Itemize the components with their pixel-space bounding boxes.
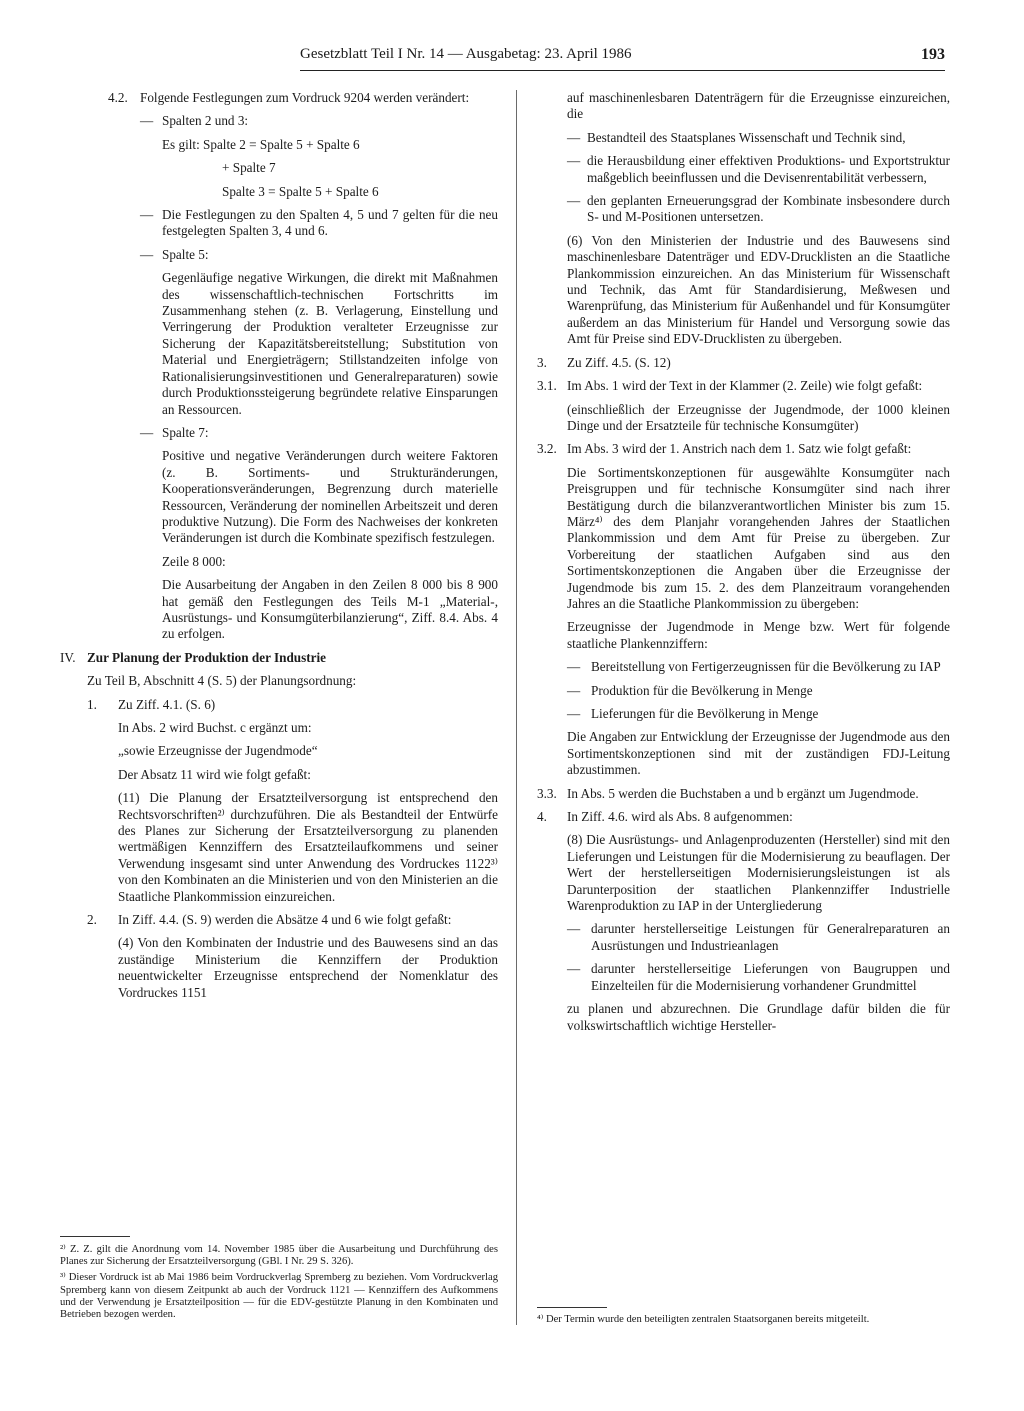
paragraph-text: Lieferungen für die Bevölkerung in Menge — [591, 706, 819, 721]
left-column — [60, 90, 498, 1008]
paragraph-text: auf maschinenlesbaren Datenträgern für die Erzeugnisse einzureichen, die — [567, 90, 950, 122]
page-number: 193 — [921, 46, 945, 63]
numbered-paragraph — [537, 786, 950, 802]
paragraph-number: 3.1. — [537, 378, 557, 394]
footnote — [60, 1244, 498, 1268]
paragraph-text: + Spalte 7 — [222, 160, 276, 176]
paragraph-number: — — [567, 193, 581, 209]
footnote-mark: ²⁾ — [60, 1244, 66, 1255]
paragraph-text: Zu Ziff. 4.1. (S. 6) — [118, 696, 216, 712]
paragraph — [60, 554, 498, 570]
paragraph — [60, 720, 498, 736]
numbered-paragraph — [60, 113, 498, 129]
paragraph — [537, 465, 950, 613]
numbered-paragraph — [537, 809, 950, 825]
column-divider — [516, 90, 517, 1325]
paragraph-number: 3.3. — [537, 785, 557, 801]
paragraph-number: 1. — [87, 696, 97, 712]
numbered-paragraph — [60, 425, 498, 441]
numbered-paragraph — [60, 650, 498, 666]
paragraph-text: Spalten 2 und 3: — [162, 113, 249, 129]
numbered-paragraph — [537, 921, 950, 954]
paragraph-text: Bereitstellung von Fertigerzeugnissen für die Bevölkerung zu IAP — [591, 659, 941, 675]
paragraph-text: Zu Teil B, Abschnitt 4 (S. 5) der Planungsordnung: — [87, 673, 357, 689]
paragraph — [60, 577, 498, 643]
numbered-paragraph — [537, 153, 950, 186]
paragraph-text: Die Angaben zur Entwicklung der Erzeugnisse der Jugendmode aus den Sortimentskonzeptionen sind mit der zuständigen FDJ-Leitung abzustimmen. — [567, 729, 950, 778]
paragraph-text: Zu Ziff. 4.5. (S. 12) — [567, 354, 671, 370]
paragraph-number: — — [567, 961, 581, 977]
paragraph-text: Die Festlegungen zu den Spalten 4, 5 und 7 gelten für die neu festgelegten Spalten 3, 4 und 6. — [162, 207, 498, 239]
paragraph — [537, 619, 950, 652]
paragraph-text: Zeile 8 000: — [162, 553, 226, 569]
paragraph-number: — — [567, 659, 581, 675]
paragraph-text: Positive und negative Veränderungen durch weitere Faktoren (z. B. Sortiments- und Strukturänderungen, Kooperationsveränderungen, Begrenzung durch materielle Ressourcen, Veränderung der nominellen Arbeitszeit und deren produktive Nutzung). Die Form des Nachweises der konkreten Veränderungen ist durch die Kombinate spezifisch festzulegen. — [162, 448, 498, 546]
numbered-paragraph — [60, 697, 498, 713]
numbered-paragraph — [537, 130, 950, 146]
footnote-text: Der Termin wurde den beteiligten zentralen Staatsorganen bereits mitgeteilt. — [545, 1314, 870, 1325]
paragraph-number: — — [140, 113, 154, 129]
paragraph — [60, 673, 498, 689]
paragraph — [537, 832, 950, 914]
paragraph — [537, 90, 950, 123]
numbered-paragraph — [537, 961, 950, 994]
numbered-paragraph — [537, 441, 950, 457]
paragraph-number: 2. — [87, 912, 97, 928]
numbered-paragraph — [537, 193, 950, 226]
paragraph-number: IV. — [60, 649, 76, 665]
paragraph-text: Spalte 3 = Spalte 5 + Spalte 6 — [222, 183, 379, 199]
paragraph-text: (11) Die Planung der Ersatzteilversorgung ist entsprechend den Rechtsvorschriften²⁾ durchzuführen. Die als Bestandteil der Entwürfe des Planes zur Sicherung der Ersatzteilversorgung zu planenden wertmäßigen Kennziffern des Ersatzteilaufkommens und seiner Verwendung insgesamt sind unter Anwendung des Vordruckes 1122³⁾ von den Kombinaten an die Ministerien und von den Ministerien an die Staatliche Plankommission einzureichen. — [118, 790, 498, 904]
right-column — [537, 90, 950, 1041]
paragraph — [60, 137, 498, 153]
paragraph-number: 4.2. — [108, 90, 128, 105]
paragraph-number: — — [140, 246, 154, 262]
numbered-paragraph — [537, 683, 950, 699]
footnote — [537, 1314, 950, 1326]
paragraph — [537, 1001, 950, 1034]
numbered-paragraph — [537, 659, 950, 675]
paragraph-text: Der Absatz 11 wird wie folgt gefaßt: — [118, 766, 311, 782]
numbered-paragraph — [537, 378, 950, 394]
paragraph-text: Bestandteil des Staatsplanes Wissenschaft und Technik sind, — [587, 129, 906, 145]
numbered-paragraph — [60, 247, 498, 263]
paragraph-text: Die Ausarbeitung der Angaben in den Zeilen 8 000 bis 8 900 hat gemäß den Festlegungen des Teils M-1 „Material-, Ausrüstungs- und Konsumgüterbilanzierung“, Ziff. 8.4. Abs. 4 zu erfolgen. — [162, 577, 498, 642]
paragraph-text: Gegenläufige negative Wirkungen, die direkt mit Maßnahmen des wissenschaftlich-technischen Fortschritts im Zusammenhang stehen (z. B. Verlagerung, Einstellung und Verringerung der Produktion veralteter Erzeugnisse zur Sicherung der Kapazitätsbereitstellung; Substitution von Material und Energieträgern; Stillstandzeiten infolge von Rationalisierungsinvestitionen und Generalreparaturen) sowie durch Produktionssteigerung begründete relative Einsparungen an Ressourcen. — [162, 270, 498, 417]
footnote-text: Dieser Vordruck ist ab Mai 1986 beim Vordruckverlag Spremberg zu beziehen. Vom Vordruckverlag Spremberg kann von diesem Zeitpunkt ab auch der Vordruck 1121 — Kennziffern des Aufkommens und der Verwendung je Ersatzteilposition — für die EDV-gestützte Planung in den Kombinaten und Betrieben bezogen werden. — [60, 1272, 498, 1321]
paragraph — [537, 729, 950, 778]
paragraph-number: — — [140, 207, 154, 223]
paragraph-number: — — [567, 921, 581, 937]
footnote-rule-left — [60, 1236, 130, 1237]
paragraph-number: — — [567, 153, 581, 169]
paragraph-text: Erzeugnisse der Jugendmode in Menge bzw. Wert für folgende staatliche Plankennziffern: — [567, 619, 950, 651]
paragraph-number: 4. — [537, 809, 547, 825]
paragraph-text: zu planen und abzurechnen. Die Grundlage dafür bilden die für volkswirtschaftlich wichtige Hersteller- — [567, 1001, 950, 1033]
paragraph — [60, 270, 498, 418]
footnote-text: Z. Z. gilt die Anordnung vom 14. November 1985 über die Ausarbeitung und Durchführung des Planes zur Sicherung der Ersatzteilversorgung (GBl. I Nr. 29 S. 326). — [60, 1244, 498, 1268]
footnote-mark: ⁴⁾ — [537, 1314, 544, 1325]
footnote — [60, 1272, 498, 1321]
paragraph-text: Im Abs. 1 wird der Text in der Klammer (2. Zeile) wie folgt gefaßt: — [567, 378, 923, 394]
page-header — [300, 46, 945, 71]
paragraph-text: darunter herstellerseitige Leistungen für Generalreparaturen an Ausrüstungen und Industrieanlagen — [591, 921, 950, 953]
paragraph-text: Spalte 5: — [162, 246, 209, 262]
paragraph-number: — — [567, 129, 581, 145]
paragraph-text: den geplanten Erneuerungsgrad der Kombinate insbesondere durch S- und M-Positionen untersetzen. — [587, 193, 950, 225]
numbered-paragraph — [60, 912, 498, 928]
paragraph-text: (6) Von den Ministerien der Industrie und des Bauwesens sind maschinenlesbare Datenträger und EDV-Drucklisten an die Staatliche Plankommission einzureichen. An das Ministerium für Wissenschaft und Technik, das Amt für Standardisierung, Meßwesen und Warenprüfung, das Ministerium für Außenhandel und für Konsumgüter außerdem an das Ministerium für Handel und Versorgung sowie das Amt für Preise sind EDV-Drucklisten zu übergeben. — [567, 232, 950, 347]
paragraph-text: (einschließlich der Erzeugnisse der Jugendmode, der 1000 kleinen Dinge und der Ersatzteile für technische Konsumgüter) — [567, 401, 950, 433]
paragraph — [60, 160, 498, 176]
paragraph-number: 3.2. — [537, 441, 557, 457]
numbered-paragraph — [537, 706, 950, 722]
numbered-paragraph — [60, 207, 498, 240]
paragraph-text: In Abs. 2 wird Buchst. c ergänzt um: — [118, 720, 312, 735]
footnote-rule-right — [537, 1307, 607, 1308]
paragraph — [537, 233, 950, 348]
paragraph-text: In Ziff. 4.6. wird als Abs. 8 aufgenommen: — [567, 809, 793, 825]
paragraph-text: In Abs. 5 werden die Buchstaben a und b ergänzt um Jugendmode. — [567, 785, 919, 801]
paragraph-text: Die Sortimentskonzeptionen für ausgewählte Konsumgüter nach Preisgruppen und für technische Konsumgüter sind nach ihrer Bestätigung durch die bilanzverantwortlichen Minister bis zum 15. März⁴⁾ des dem Planjahr vorangehenden Jahres der Staatlichen Plankommission und dem Amt für Preise zu übergeben. Zur Vorbereitung der staatlichen Aufgaben sind aus den Sortimentskonzeptionen die Angaben über die Erzeugnisse der Jugendmode bis zum 15. 2. des dem Planzeitraum vorangehenden Jahres an die Staatliche Plankommission zu übergeben: — [567, 464, 950, 611]
paragraph-text: Spalte 7: — [162, 424, 209, 440]
numbered-paragraph — [60, 90, 498, 106]
header-title: Gesetzblatt Teil I Nr. 14 — Ausgabetag: 23. April 1986 — [300, 46, 632, 62]
numbered-paragraph — [537, 355, 950, 371]
paragraph-number: 3. — [537, 354, 547, 370]
paragraph-text: Produktion für die Bevölkerung in Menge — [591, 682, 813, 698]
paragraph-text: (4) Von den Kombinaten der Industrie und des Bauwesens sind an das zuständige Ministerium die Kennziffern der Produktion neuentwickelter Erzeugnisse entsprechend der Nomenklatur des Vordruckes 1151 — [118, 935, 498, 1000]
paragraph-number: — — [567, 682, 581, 698]
footnote-mark: ³⁾ — [60, 1272, 66, 1284]
paragraph — [60, 790, 498, 905]
paragraph — [537, 402, 950, 435]
paragraph — [60, 743, 498, 759]
paragraph-text: Es gilt: Spalte 2 = Spalte 5 + Spalte 6 — [162, 136, 360, 152]
paragraph-text: (8) Die Ausrüstungs- und Anlagenproduzenten (Hersteller) sind mit den Lieferungen und Leistungen für die Modernisierung zu beauflagen. Der Wert der herstellerseitigen Modernisierungsleistungen ist als Darunterposition der staatlichen Plankennziffer Industrielle Warenproduktion zu IAP in der Untergliederung — [567, 832, 950, 914]
paragraph — [60, 184, 498, 200]
paragraph-text: darunter herstellerseitige Lieferungen von Baugruppen und Einzelteilen für die Modernisierung vorhandener Grundmittel — [591, 961, 950, 993]
paragraph-text: In Ziff. 4.4. (S. 9) werden die Absätze 4 und 6 wie folgt gefaßt: — [118, 912, 452, 928]
footnotes-right — [537, 1314, 950, 1330]
paragraph — [60, 767, 498, 783]
paragraph-number: — — [140, 424, 154, 440]
section-title: Zur Planung der Produktion der Industrie — [87, 649, 327, 665]
paragraph-text: Im Abs. 3 wird der 1. Anstrich nach dem 1. Satz wie folgt gefaßt: — [567, 441, 912, 457]
footnotes-left — [60, 1244, 498, 1325]
paragraph-text: die Herausbildung einer effektiven Produktions- und Exportstruktur maßgeblich beeinflussen und die Devisenrentabilität verbessern, — [587, 153, 950, 185]
paragraph — [60, 935, 498, 1001]
paragraph — [60, 448, 498, 546]
paragraph-text: Folgende Festlegungen zum Vordruck 9204 werden verändert: — [140, 90, 470, 105]
paragraph-text: „sowie Erzeugnisse der Jugendmode“ — [118, 743, 318, 759]
paragraph-number: — — [567, 706, 581, 721]
